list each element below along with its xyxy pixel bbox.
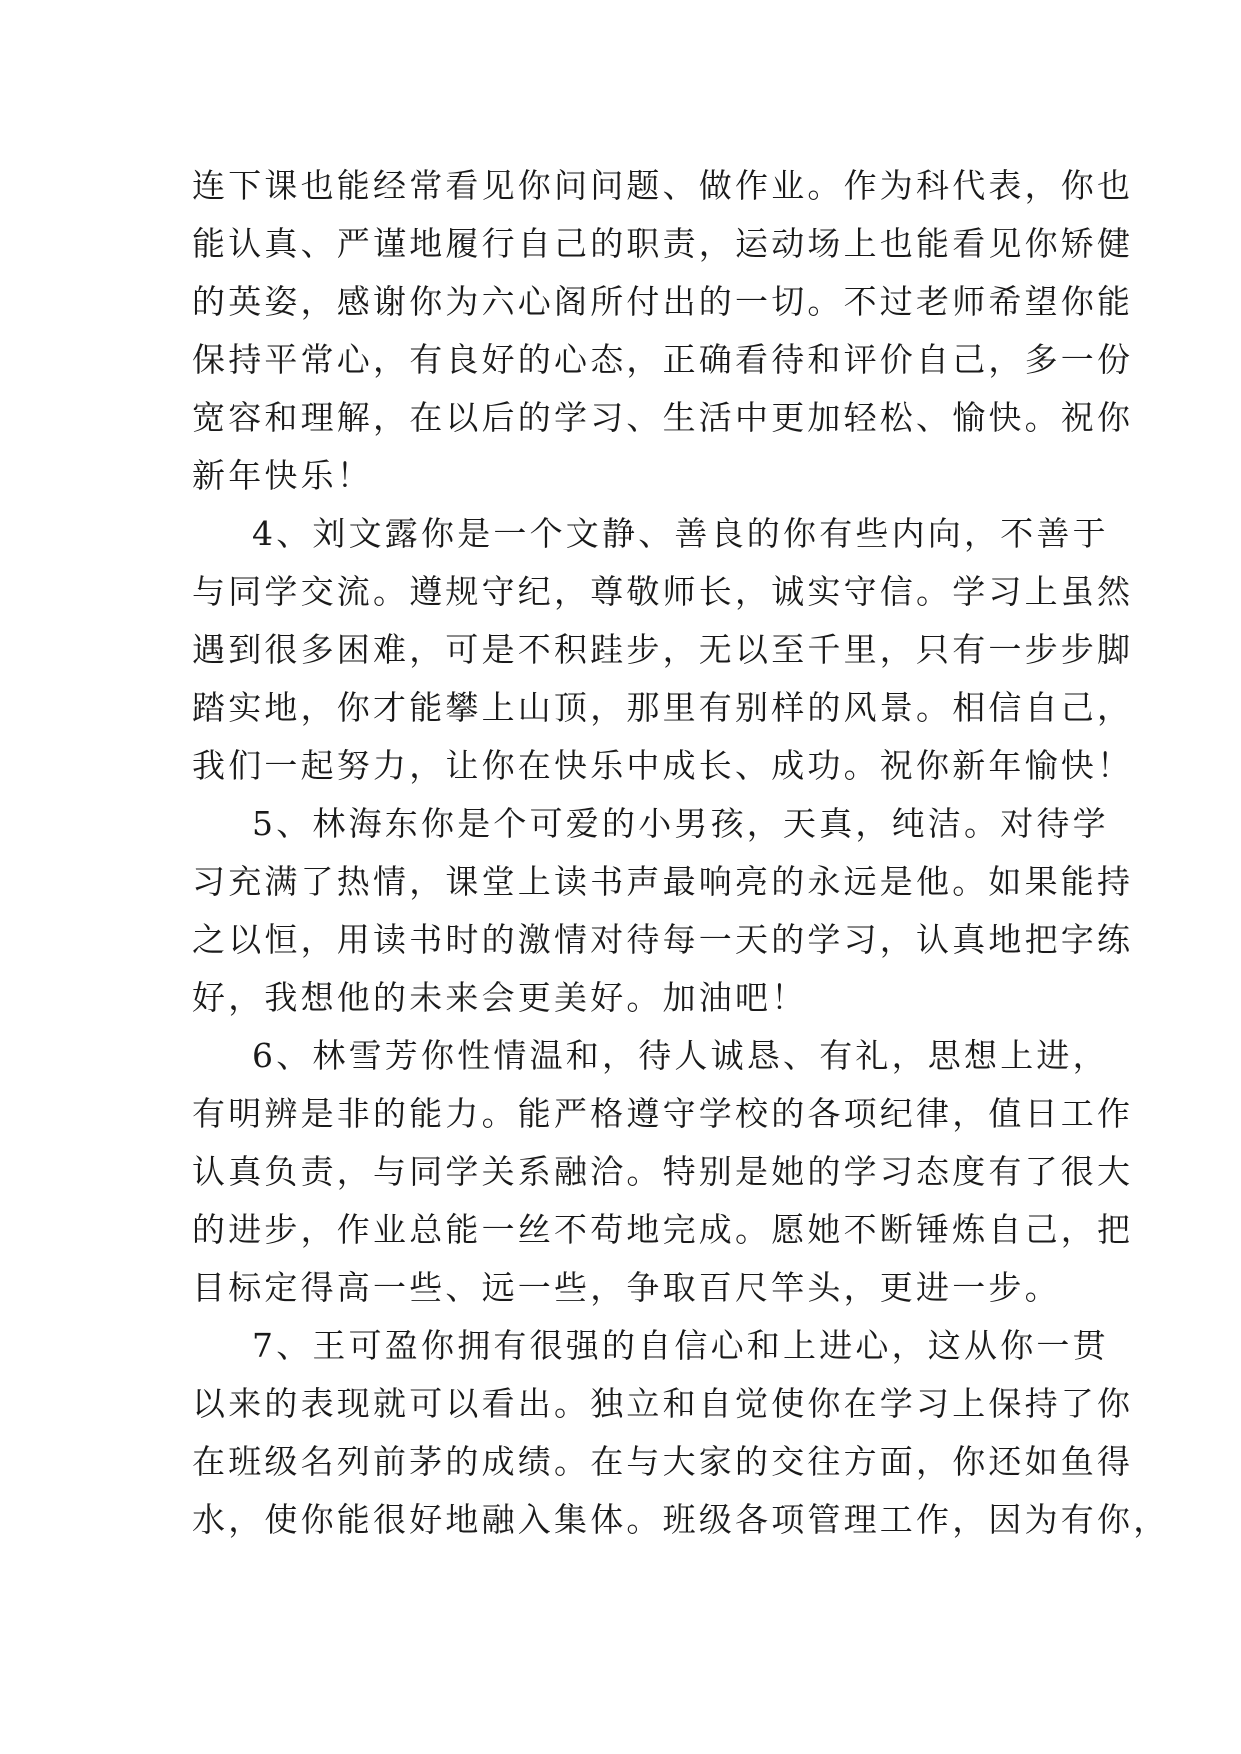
text-line: 宽容和理解，在以后的学习、生活中更加轻松、愉快。祝你 — [192, 398, 1134, 437]
text-line: 能认真、严谨地履行自己的职责，运动场上也能看见你矫健 — [192, 224, 1134, 263]
paragraph-start-7: 7、王可盈你拥有很强的自信心和上进心，这从你一贯 — [252, 1326, 1109, 1365]
text-line: 踏实地，你才能攀上山顶，那里有别样的风景。相信自己， — [192, 688, 1134, 727]
text-line: 以来的表现就可以看出。独立和自觉使你在学习上保持了你 — [192, 1384, 1134, 1423]
text-line: 的英姿，感谢你为六心阁所付出的一切。不过老师希望你能 — [192, 282, 1134, 321]
text-line: 水，使你能很好地融入集体。班级各项管理工作，因为有你， — [192, 1500, 1170, 1539]
text-line: 认真负责，与同学关系融洽。特别是她的学习态度有了很大 — [192, 1152, 1134, 1191]
text-line: 有明辨是非的能力。能严格遵守学校的各项纪律，值日工作 — [192, 1094, 1134, 1133]
text-line: 与同学交流。遵规守纪，尊敬师长，诚实守信。学习上虽然 — [192, 572, 1134, 611]
text-line: 在班级名列前茅的成绩。在与大家的交往方面，你还如鱼得 — [192, 1442, 1134, 1481]
text-line: 之以恒，用读书时的激情对待每一天的学习，认真地把字练 — [192, 920, 1134, 959]
text-line: 的进步，作业总能一丝不苟地完成。愿她不断锤炼自己，把 — [192, 1210, 1134, 1249]
text-line: 连下课也能经常看见你问问题、做作业。作为科代表，你也 — [192, 166, 1134, 205]
paragraph-start-5: 5、林海东你是个可爱的小男孩，天真，纯洁。对待学 — [252, 804, 1109, 843]
text-line: 遇到很多困难，可是不积跬步，无以至千里，只有一步步脚 — [192, 630, 1134, 669]
paragraph-start-6: 6、林雪芳你性情温和，待人诚恳、有礼，思想上进， — [252, 1036, 1109, 1075]
text-line: 保持平常心，有良好的心态，正确看待和评价自己，多一份 — [192, 340, 1134, 379]
text-line: 新年快乐！ — [192, 456, 373, 495]
text-line: 我们一起努力，让你在快乐中成长、成功。祝你新年愉快！ — [192, 746, 1134, 785]
paragraph-start-4: 4、刘文露你是一个文静、善良的你有些内向，不善于 — [252, 514, 1109, 553]
text-line: 目标定得高一些、远一些，争取百尺竿头，更进一步。 — [192, 1268, 1061, 1307]
text-line: 好，我想他的未来会更美好。加油吧！ — [192, 978, 808, 1017]
text-line: 习充满了热情，课堂上读书声最响亮的永远是他。如果能持 — [192, 862, 1134, 901]
